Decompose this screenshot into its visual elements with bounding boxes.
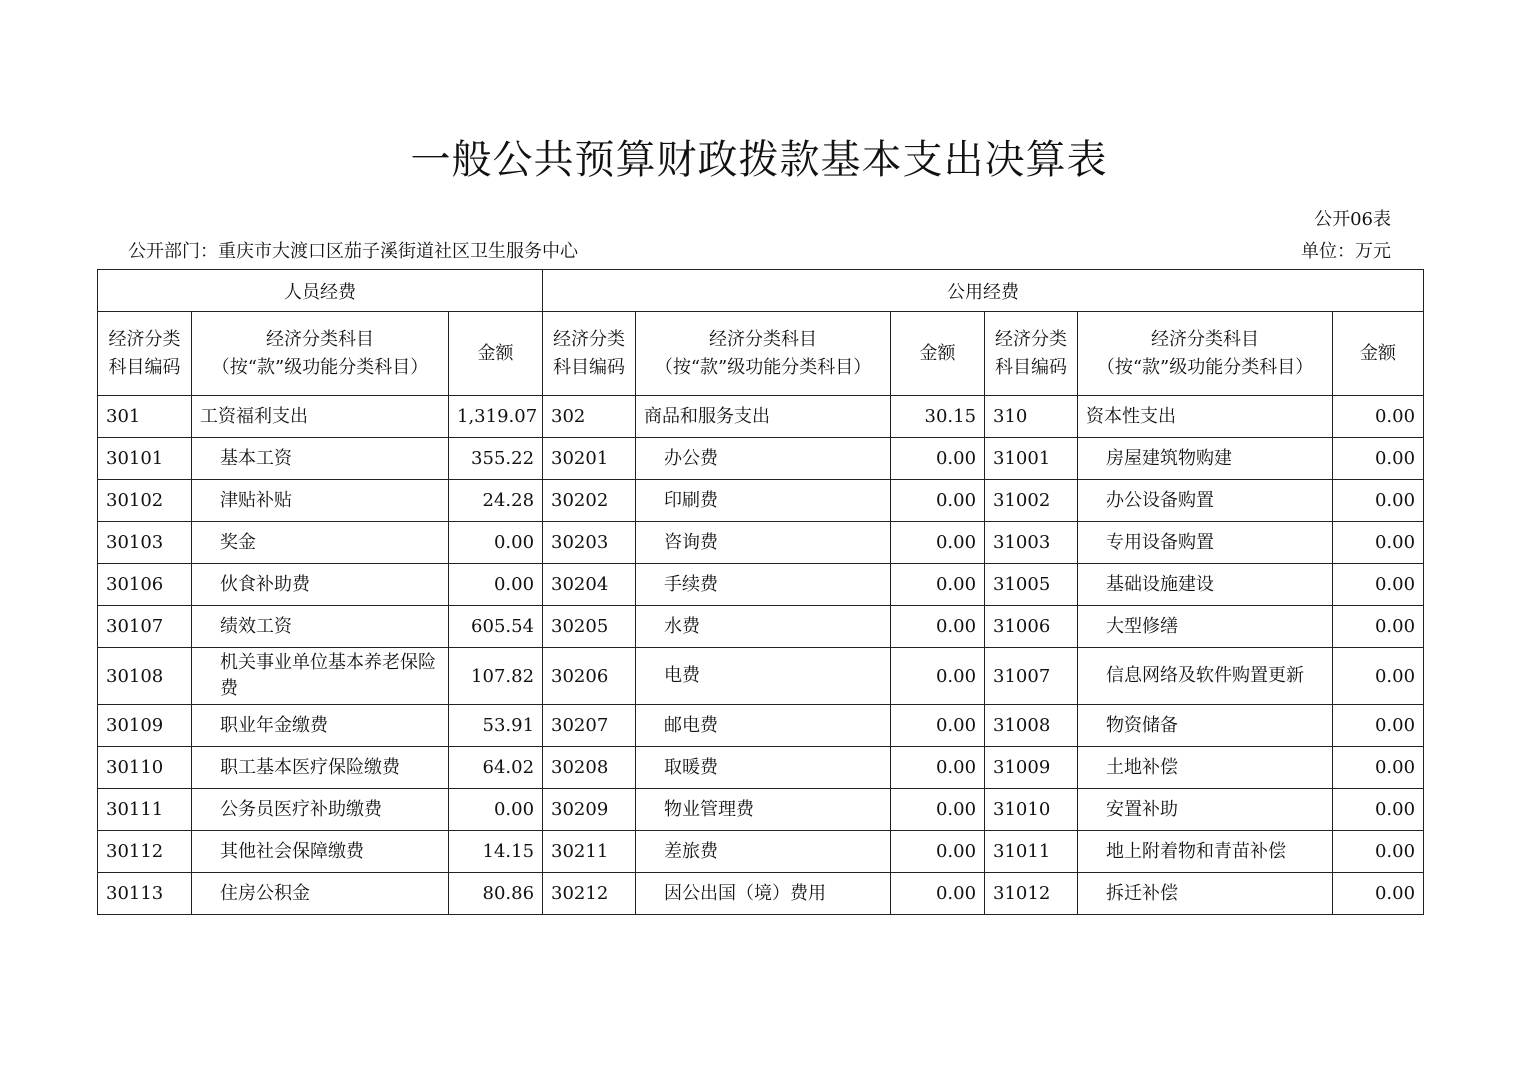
col-header-code [985,312,1078,396]
table-row [98,396,1424,438]
col-header-amount: 金额 [891,312,985,396]
name-cell: 大型修缮 [1078,606,1333,648]
col-header-code-line2: 科目编码 [995,356,1068,378]
name-cell: 物资储备 [1078,705,1333,747]
amount-cell: 0.00 [891,522,985,564]
name-cell: 绩效工资 [192,606,449,648]
code-cell: 31001 [985,438,1078,480]
col-header-name-line2: （按“款”级功能分类科目） [654,356,872,378]
amount-cell: 605.54 [449,606,543,648]
code-cell: 30107 [98,606,192,648]
amount-cell: 0.00 [891,705,985,747]
code-cell: 30209 [543,789,636,831]
table-row [98,438,1424,480]
name-cell: 奖金 [192,522,449,564]
code-cell: 31007 [985,648,1078,705]
form-number: 公开06表 [1314,209,1391,230]
code-cell: 31006 [985,606,1078,648]
col-header-code [98,312,192,396]
name-cell: 取暖费 [636,747,891,789]
code-cell: 30211 [543,831,636,873]
code-cell: 31002 [985,480,1078,522]
amount-cell: 0.00 [891,831,985,873]
page-title: 一般公共预算财政拨款基本支出决算表 [410,137,1108,183]
name-cell: 手续费 [636,564,891,606]
amount-cell: 0.00 [1333,831,1424,873]
table-row [98,564,1424,606]
code-cell: 30207 [543,705,636,747]
code-cell: 301 [98,396,192,438]
code-cell: 30108 [98,648,192,705]
amount-cell: 53.91 [449,705,543,747]
code-cell: 30202 [543,480,636,522]
name-cell: 基础设施建设 [1078,564,1333,606]
amount-cell: 0.00 [1333,522,1424,564]
code-cell: 31008 [985,705,1078,747]
col-header-amount: 金额 [449,312,543,396]
amount-cell: 0.00 [1333,705,1424,747]
amount-cell: 80.86 [449,873,543,915]
amount-cell: 0.00 [449,789,543,831]
code-cell: 30113 [98,873,192,915]
code-cell: 31012 [985,873,1078,915]
name-cell: 办公设备购置 [1078,480,1333,522]
amount-cell: 0.00 [1333,480,1424,522]
code-cell: 30112 [98,831,192,873]
table-row [98,747,1424,789]
name-cell: 职工基本医疗保险缴费 [192,747,449,789]
col-header-code-line2: 科目编码 [553,356,626,378]
amount-cell: 107.82 [449,648,543,705]
table-row [98,606,1424,648]
amount-cell: 0.00 [891,747,985,789]
unit-label: 单位：万元 [1301,241,1391,262]
amount-cell: 0.00 [449,522,543,564]
name-cell: 咨询费 [636,522,891,564]
code-cell: 30106 [98,564,192,606]
col-header-code-line1: 经济分类 [553,328,626,350]
table-row [98,705,1424,747]
amount-cell: 0.00 [1333,606,1424,648]
column-header-row [98,312,1424,396]
code-cell: 30203 [543,522,636,564]
amount-cell: 0.00 [1333,873,1424,915]
code-cell: 30102 [98,480,192,522]
code-cell: 30212 [543,873,636,915]
table-row [98,480,1424,522]
code-cell: 30208 [543,747,636,789]
name-cell: 邮电费 [636,705,891,747]
code-cell: 30205 [543,606,636,648]
code-cell: 30101 [98,438,192,480]
col-header-name [636,312,891,396]
name-cell: 专用设备购置 [1078,522,1333,564]
name-cell: 安置补助 [1078,789,1333,831]
name-cell: 伙食补助费 [192,564,449,606]
name-cell: 津贴补贴 [192,480,449,522]
name-cell: 房屋建筑物购建 [1078,438,1333,480]
group-header-row [98,270,1424,312]
code-cell: 30206 [543,648,636,705]
amount-cell: 1,319.07 [449,396,543,438]
name-cell: 地上附着物和青苗补偿 [1078,831,1333,873]
code-cell: 30110 [98,747,192,789]
name-cell: 拆迁补偿 [1078,873,1333,915]
table-row [98,648,1424,705]
amount-cell: 0.00 [891,564,985,606]
name-cell: 其他社会保障缴费 [192,831,449,873]
group-header-personnel: 人员经费 [98,270,543,312]
col-header-name-line2: （按“款”级功能分类科目） [211,356,429,378]
code-cell: 31009 [985,747,1078,789]
amount-cell: 0.00 [1333,438,1424,480]
name-cell: 基本工资 [192,438,449,480]
amount-cell: 0.00 [1333,747,1424,789]
amount-cell: 0.00 [1333,648,1424,705]
col-header-name-line1: 经济分类科目 [1151,328,1260,350]
group-header-public: 公用经费 [543,270,1424,312]
col-header-code-line1: 经济分类 [108,328,181,350]
code-cell: 31010 [985,789,1078,831]
code-cell: 30204 [543,564,636,606]
name-cell: 信息网络及软件购置更新 [1078,648,1333,705]
amount-cell: 0.00 [1333,789,1424,831]
name-cell: 因公出国（境）费用 [636,873,891,915]
code-cell: 30103 [98,522,192,564]
amount-cell: 24.28 [449,480,543,522]
code-cell: 310 [985,396,1078,438]
code-cell: 31011 [985,831,1078,873]
col-header-name-line1: 经济分类科目 [709,328,818,350]
col-header-name-line2: （按“款”级功能分类科目） [1096,356,1314,378]
amount-cell: 0.00 [891,438,985,480]
name-cell: 电费 [636,648,891,705]
col-header-amount: 金额 [1333,312,1424,396]
budget-table [97,269,1424,915]
amount-cell: 0.00 [891,648,985,705]
amount-cell: 0.00 [891,873,985,915]
name-cell: 职业年金缴费 [192,705,449,747]
code-cell: 302 [543,396,636,438]
department-label: 公开部门：重庆市大渡口区茄子溪街道社区卫生服务中心 [128,241,578,262]
amount-cell: 0.00 [891,789,985,831]
code-cell: 30109 [98,705,192,747]
amount-cell: 0.00 [1333,564,1424,606]
col-header-code [543,312,636,396]
name-cell: 公务员医疗补助缴费 [192,789,449,831]
code-cell: 31005 [985,564,1078,606]
amount-cell: 0.00 [891,606,985,648]
name-cell: 差旅费 [636,831,891,873]
name-cell: 办公费 [636,438,891,480]
amount-cell: 355.22 [449,438,543,480]
table-row [98,873,1424,915]
amount-cell: 30.15 [891,396,985,438]
table-row [98,831,1424,873]
col-header-code-line2: 科目编码 [108,356,181,378]
col-header-code-line1: 经济分类 [995,328,1068,350]
name-cell: 土地补偿 [1078,747,1333,789]
col-header-name-line1: 经济分类科目 [266,328,374,350]
code-cell: 30111 [98,789,192,831]
name-cell: 工资福利支出 [192,396,449,438]
amount-cell: 0.00 [449,564,543,606]
name-cell: 资本性支出 [1078,396,1333,438]
name-cell: 机关事业单位基本养老保险费 [192,648,449,705]
amount-cell: 0.00 [1333,396,1424,438]
code-cell: 31003 [985,522,1078,564]
amount-cell: 64.02 [449,747,543,789]
col-header-name [1078,312,1333,396]
name-cell: 印刷费 [636,480,891,522]
name-cell: 商品和服务支出 [636,396,891,438]
table-row [98,522,1424,564]
col-header-name [192,312,449,396]
amount-cell: 14.15 [449,831,543,873]
amount-cell: 0.00 [891,480,985,522]
table-row [98,789,1424,831]
code-cell: 30201 [543,438,636,480]
name-cell: 物业管理费 [636,789,891,831]
name-cell: 住房公积金 [192,873,449,915]
name-cell: 水费 [636,606,891,648]
